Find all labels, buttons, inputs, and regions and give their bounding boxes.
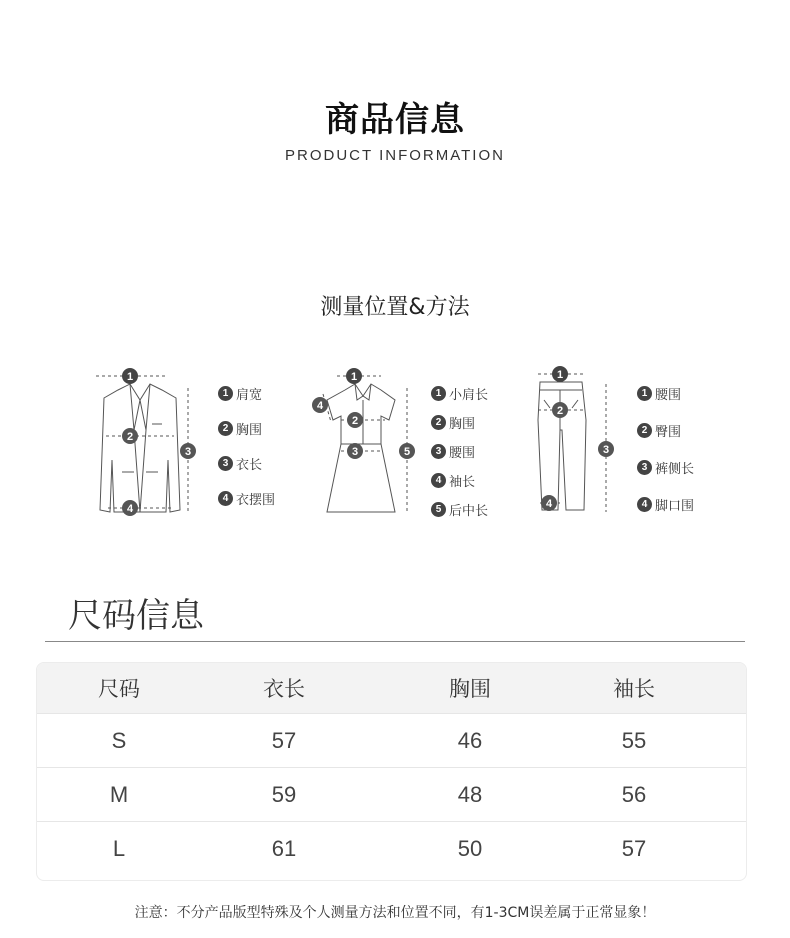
legend-item bbox=[637, 385, 694, 401]
svg-text:2: 2 bbox=[556, 405, 564, 417]
legend-item bbox=[431, 414, 488, 430]
number-badge: 5 bbox=[431, 502, 446, 517]
table-cell: 46 bbox=[457, 727, 483, 753]
table-row bbox=[37, 767, 746, 821]
dress-illustration bbox=[305, 360, 425, 530]
legend-label: 腰围 bbox=[449, 445, 476, 461]
svg-text:4: 4 bbox=[126, 503, 134, 515]
number-badge: 1 bbox=[637, 386, 652, 401]
legend-label: 后中长 bbox=[449, 503, 489, 519]
svg-text:2: 2 bbox=[126, 431, 134, 443]
table-cell: S bbox=[111, 727, 127, 753]
svg-text:4: 4 bbox=[545, 498, 553, 510]
table-cell: 57 bbox=[621, 835, 647, 861]
jacket-legend bbox=[218, 385, 275, 506]
table-cell: 57 bbox=[271, 727, 297, 753]
size-info-title: 尺码信息 bbox=[68, 596, 204, 636]
svg-text:1: 1 bbox=[556, 369, 564, 381]
table-cell: 55 bbox=[621, 727, 647, 753]
svg-text:4: 4 bbox=[316, 400, 324, 412]
table-cell: 61 bbox=[271, 835, 297, 861]
page-title: 商品信息 bbox=[325, 100, 465, 140]
legend-item bbox=[218, 420, 275, 436]
legend-label: 脚口围 bbox=[655, 498, 695, 514]
legend-label: 胸围 bbox=[449, 416, 476, 432]
dress-diagram bbox=[305, 360, 515, 530]
table-cell: 56 bbox=[621, 781, 647, 807]
jacket-illustration bbox=[80, 360, 200, 530]
number-badge: 1 bbox=[431, 386, 446, 401]
legend-item bbox=[218, 490, 275, 506]
svg-text:2: 2 bbox=[351, 415, 359, 427]
svg-text:3: 3 bbox=[184, 446, 192, 458]
table-cell: 59 bbox=[271, 781, 297, 807]
divider bbox=[45, 641, 745, 642]
number-badge: 1 bbox=[218, 386, 233, 401]
table-row bbox=[37, 713, 746, 767]
header-cell-size: 尺码 bbox=[98, 677, 140, 701]
svg-text:3: 3 bbox=[602, 444, 610, 456]
legend-item bbox=[431, 385, 488, 401]
svg-text:1: 1 bbox=[350, 371, 358, 383]
legend-label: 肩宽 bbox=[236, 387, 263, 403]
header-cell-chest: 胸围 bbox=[449, 677, 491, 701]
number-badge: 2 bbox=[218, 421, 233, 436]
dress-legend bbox=[431, 385, 488, 517]
legend-item bbox=[431, 443, 488, 459]
number-badge: 4 bbox=[218, 491, 233, 506]
table-cell: L bbox=[112, 835, 126, 861]
legend-label: 胸围 bbox=[236, 422, 263, 438]
measurement-method-title: 测量位置&方法 bbox=[320, 295, 470, 320]
number-badge: 3 bbox=[431, 444, 446, 459]
table-cell: 50 bbox=[457, 835, 483, 861]
number-badge: 3 bbox=[637, 460, 652, 475]
header-cell-sleeve: 袖长 bbox=[613, 677, 655, 701]
disclaimer-note: 注意：不分产品版型特殊及个人测量方法和位置不同，有1-3CM误差属于正常显象！ bbox=[134, 905, 656, 921]
legend-item bbox=[637, 496, 694, 512]
legend-label: 裤侧长 bbox=[655, 461, 695, 477]
table-header-row bbox=[37, 663, 746, 713]
table-row bbox=[37, 821, 746, 875]
pants-diagram bbox=[530, 360, 730, 530]
legend-item bbox=[218, 455, 275, 471]
svg-text:5: 5 bbox=[403, 446, 411, 458]
legend-item bbox=[431, 501, 488, 517]
table-cell: M bbox=[109, 781, 129, 807]
legend-label: 袖长 bbox=[449, 474, 476, 490]
pants-illustration bbox=[530, 360, 630, 530]
legend-label: 衣长 bbox=[236, 457, 263, 473]
legend-item bbox=[431, 472, 488, 488]
legend-label: 臀围 bbox=[655, 424, 682, 440]
number-badge: 2 bbox=[637, 423, 652, 438]
svg-text:3: 3 bbox=[351, 446, 359, 458]
number-badge: 4 bbox=[637, 497, 652, 512]
legend-label: 腰围 bbox=[655, 387, 682, 403]
svg-text:1: 1 bbox=[126, 371, 134, 383]
table-cell: 48 bbox=[457, 781, 483, 807]
page-subtitle: PRODUCT INFORMATION bbox=[285, 147, 505, 164]
legend-label: 小肩长 bbox=[449, 387, 489, 403]
size-table bbox=[36, 662, 747, 881]
number-badge: 4 bbox=[431, 473, 446, 488]
header-cell-length: 衣长 bbox=[263, 677, 305, 701]
legend-item bbox=[218, 385, 275, 401]
jacket-diagram bbox=[80, 360, 300, 530]
legend-item bbox=[637, 422, 694, 438]
pants-legend bbox=[637, 385, 694, 512]
number-badge: 3 bbox=[218, 456, 233, 471]
legend-item bbox=[637, 459, 694, 475]
legend-label: 衣摆围 bbox=[236, 492, 276, 508]
number-badge: 2 bbox=[431, 415, 446, 430]
